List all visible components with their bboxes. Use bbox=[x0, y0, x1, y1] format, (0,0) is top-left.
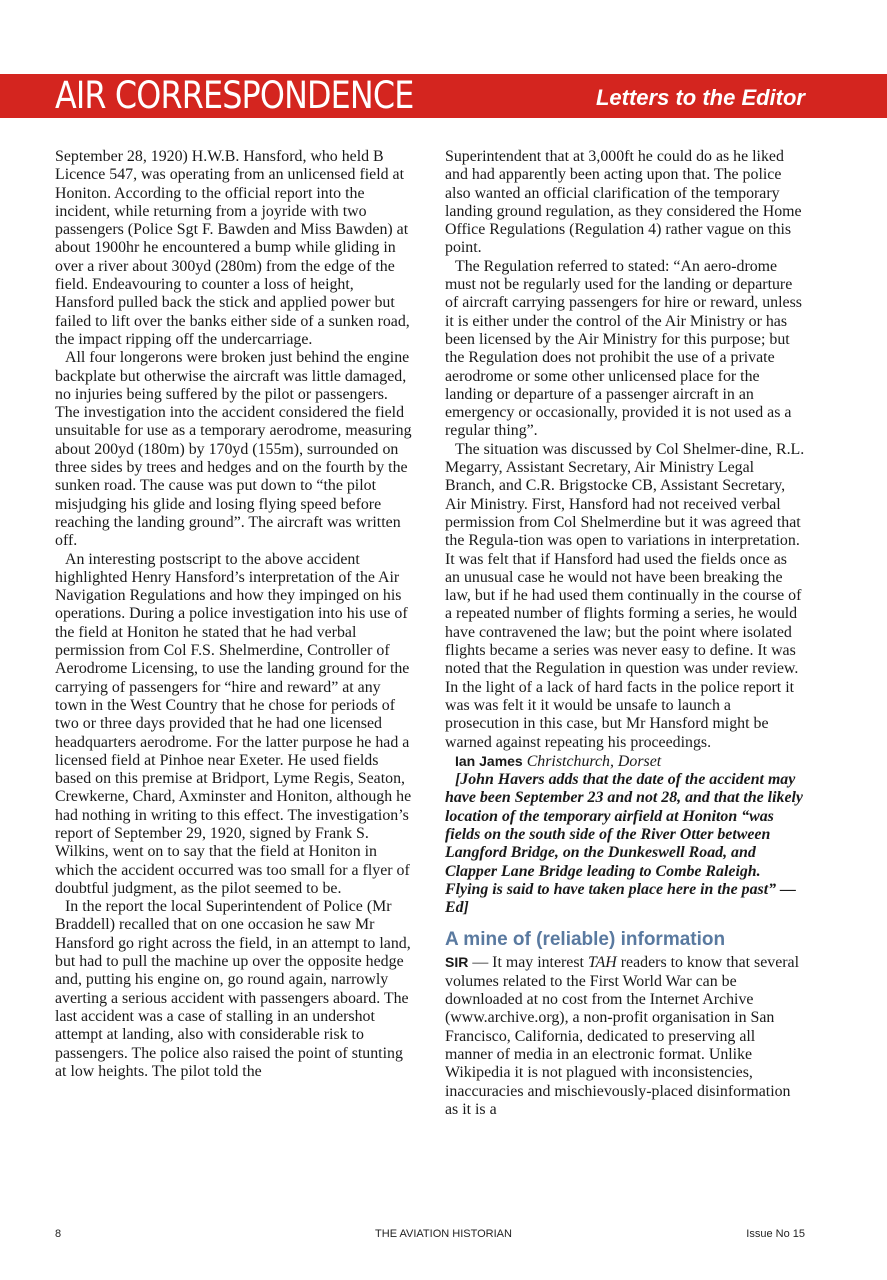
paragraph: September 28, 1920) H.W.B. Hansford, who held B Licence 547, was operating from an unlicensed field at Honiton. According to the official report into the incident, while returning from a joyride with two passengers (Police Sgt F. Bawden and Miss Bawden) at about 1900hr he encountered a bump while gliding in over a river about 300yd (280m) from the edge of the field. Endeavouring to counter a loss of height, Hansford pulled back the stick and applied power but failed to lift over the banks either side of a sunken road, the impact ripping off the undercarriage. bbox=[55, 148, 410, 348]
salutation: SIR bbox=[445, 954, 469, 971]
section-subtitle: Letters to the Editor bbox=[595, 85, 805, 110]
left-column bbox=[55, 148, 415, 1081]
right-column bbox=[445, 148, 805, 1119]
letter-body bbox=[445, 953, 805, 1119]
paragraph: All four longerons were broken just behind the engine backplate but otherwise the aircraft was little damaged, no injuries being suffered by the pilot or passengers. The investigation into the accident considered the field unsuitable for use as a temporary aerodrome, measuring about 200yd (180m) by 170yd (155m), surrounded on three sides by trees and hedges and on the fourth by the sunken road. The cause was put down to “the pilot misjudging his glide and losing flying speed before reaching the landing ground”. The aircraft was written off. bbox=[55, 349, 412, 550]
letter-heading: A mine of (reliable) information bbox=[445, 929, 726, 951]
paragraph: An interesting postscript to the above accident highlighted Henry Hansford’s interpretation of the Air Navigation Regulations and how they impinged on his operations. During a police investigation into his use of the field at Honiton he stated that he had verbal permission from Col F.S. Shelmerdine, Controller of Aerodrome Licensing, to use the landing ground for the carrying of passengers for “hire and reward” at any town in the West Country that he chose for periods of two or three days provided that he had one licensed headquarters aerodrome. For the latter purpose he had a licensed field at Pinhoe near Exeter. He used fields based on this premise at Bridport, Lyme Regis, Seaton, Crewkerne, Chard, Axminster and Honiton, although he had nothing in writing to this effect. The investigation’s report of September 29, 1920, signed by Frank S. Wilkins, went on to say that the field at Honiton in which the accident occurred was too small for a flyer of doubtful judgment, as the pilot seemed to be. bbox=[55, 550, 412, 897]
editor-note: [John Havers adds that the date of the accident may have been September 23 and not 28, and that the likely location of the temporary airfield at Honiton “was fields on the south side of the River Otter between Langford Bridge, on the Dunkeswell Road, and Clapper Lane Bridge leading to Combe Raleigh. Flying is said to have taken place here in the past” — Ed] bbox=[445, 771, 803, 917]
publication-name: THE AVIATION HISTORIAN bbox=[375, 1228, 512, 1240]
paragraph: The Regulation referred to stated: “An aero-drome must not be regularly used for the landing or departure of aircraft carrying passengers for hire or reward, unless it is either under the control of the Air Ministry or has been licensed by the Air Ministry for this purpose; but the Regulation does not prohibit the use of a private aerodrome or some other unlicensed place for the landing or departure of a passenger aircraft in an emergency or occasionally, provided it is not used as a regular thing”. bbox=[445, 257, 802, 440]
section-title: AIR CORRESPONDENCE bbox=[55, 74, 414, 117]
magazine-abbrev: TAH bbox=[587, 954, 617, 972]
signature-place: Christchurch, Dorset bbox=[526, 752, 662, 770]
letter-text: — It may interest bbox=[468, 954, 588, 972]
paragraph: The situation was discussed by Col Shelmer-dine, R.L. Megarry, Assistant Secretary, Air Ministry Legal Branch, and C.R. Brigstocke CB, Assistant Secretary, Air Ministry. First, Hansford had not received verbal permission from Col Shelmerdine but it was agreed that the Regula-tion was open to variations in interpretation. It was felt that if Hansford had used the fields once as an unusual case he would not have been breaking the law, but if he had used them continually in the course of a repeated number of flights forming a series, he would have contravened the law; but the point where isolated flights became a series was never easy to define. It was noted that the Regulation in question was under review. In the light of a lack of hard facts in the police report it was was felt it it would be unsafe to launch a prosecution in this case, but Mr Hansford might be warned against repeating his proceedings. bbox=[445, 440, 805, 751]
section-banner bbox=[0, 74, 887, 118]
paragraph: Superintendent that at 3,000ft he could do as he liked and had apparently been acting upon that. The police also wanted an official clarification of the temporary landing ground regulation, as they considered the Home Office Regulations (Regulation 4) rather vague on this point. bbox=[445, 148, 802, 257]
letter-signature bbox=[445, 752, 805, 771]
signature-name: Ian James bbox=[455, 752, 523, 769]
letter-text: readers to know that several volumes related to the First World War can be downloaded at no cost from the Internet Archive (www.archive.org), a non-profit organisation in San Francisco, California, dedicated to preserving all manner of media in an electronic format. Unlike Wikipedia it is not plagued with inconsistencies, inaccuracies and mischievously-placed disinformation as it is a bbox=[445, 954, 800, 1118]
paragraph: In the report the local Superintendent of Police (Mr Braddell) recalled that on one occasion he saw Mr Hansford go right across the field, in an attempt to land, but had to pull the machine up over the opposite hedge and, putting his engine on, go round again, narrowly averting a serious accident with passengers aboard. The last accident was a case of stalling in an undershot attempt at landing, also with considerable risk to passengers. The police also raised the point of stunting at low heights. The pilot told the bbox=[55, 898, 411, 1080]
page-number: 8 bbox=[55, 1228, 62, 1240]
issue-number: Issue No 15 bbox=[746, 1228, 805, 1240]
